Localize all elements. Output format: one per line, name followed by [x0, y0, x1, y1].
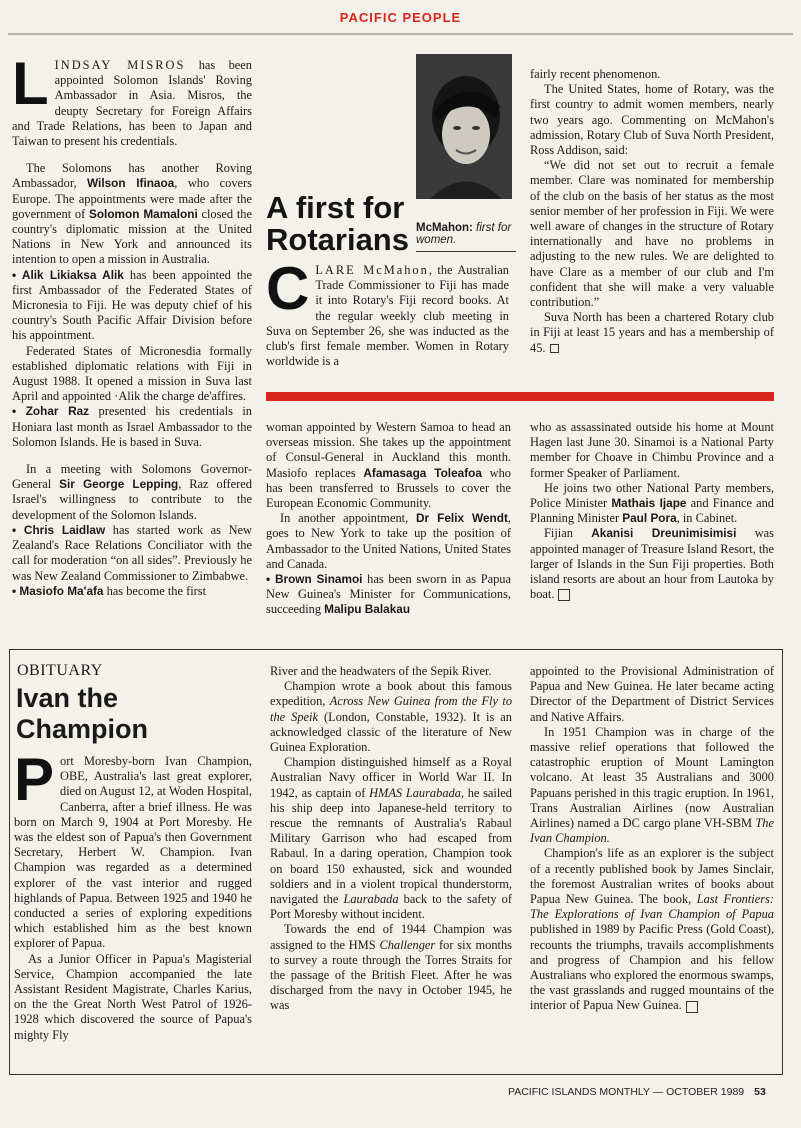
text: has become the first	[103, 583, 207, 598]
header-rule	[8, 33, 793, 35]
people-column-mid	[266, 420, 511, 618]
paragraph: who as assassinated outside his home at Mount Hagen last June 30. Sinamoi is a National Party member for Choave in Chimbu Province and a former Speaker of Parliament.	[530, 420, 774, 480]
obituary-title: Ivan the Champion	[16, 683, 148, 744]
person-name: Akanisi Dreunimisimisi	[591, 526, 737, 541]
lead-in: LARE McMahon	[315, 263, 429, 277]
end-mark	[686, 1001, 698, 1013]
people-column-right	[530, 420, 774, 602]
portrait-image	[416, 54, 512, 199]
paragraph	[12, 161, 252, 267]
person-name: Afamasaga Toleafoa	[363, 465, 482, 480]
book-title: Across New Guinea from the Fly to the Speik	[270, 694, 513, 724]
paragraph	[12, 404, 252, 450]
text: was appointed manager of Treasure Island Resort, the larger of Islands in the Sun Fiji properties. Both island resorts are about an hour from Lautoka by boat.	[530, 526, 774, 602]
caption-text: first for women.	[416, 222, 512, 246]
person-name: Paul Pora	[622, 511, 677, 526]
text: Champion wrote a book about this famous expedition,	[270, 679, 512, 709]
text: In a meeting with Solomons Governor-General	[12, 462, 252, 492]
person-name: Mathais Ijape	[611, 496, 687, 511]
obituary-kicker: OBITUARY	[17, 662, 103, 679]
paragraph-text: , the Australian Trade Commissioner to Fiji has made it into Rotary's Fiji record books. At the regular weekly club meeting in Suva on September 26, she was inducted as the club's first female member. Women in Rotary worldwide is a	[266, 263, 509, 369]
paragraph	[530, 481, 774, 527]
caption-name: McMahon:	[416, 222, 473, 234]
text: In another appointment,	[280, 511, 417, 526]
paragraph	[12, 584, 252, 599]
rotary-column-1	[266, 255, 509, 369]
paragraph: River and the headwaters of the Sepik River.	[270, 664, 492, 678]
publication-line: PACIFIC ISLANDS MONTHLY — OCTOBER 1989	[508, 1086, 745, 1098]
paragraph	[530, 526, 774, 602]
text: back to the safety of Port Moresby without incident.	[270, 892, 512, 922]
text: woman appointed by Western Samoa to head an overseas mission. She takes up the appointment of Consul-General in Auckland this month. Masiofo replaces	[266, 420, 511, 480]
text: who has been transferred to Brussels to cover the European Economic Community.	[266, 465, 511, 511]
text: has been sworn in as Papua New Guinea's Minister for Communications, succeeding	[266, 572, 511, 617]
text: , Raz offered Israel's willingness to contribute to the development of the Solomon Islands.	[12, 477, 252, 522]
rotary-column-2	[530, 67, 774, 356]
red-divider	[266, 392, 774, 401]
text: , goes to New York to take up the position of Ambassador to the United Nations, United States and Canada.	[266, 511, 511, 571]
ship-name: Laurabada	[343, 892, 399, 907]
paragraph	[266, 420, 511, 511]
paragraph	[266, 511, 511, 572]
page-footer	[508, 1086, 766, 1098]
end-mark	[550, 344, 559, 353]
end-mark	[558, 589, 570, 601]
text: has started work as New Zealand's Race Relations Conciliator with the call for moderation “on all sides”. Previously he was New Zealand Commissioner to Zimbabwe.	[12, 522, 252, 583]
paragraph: appointed to the Provisional Administration of Papua and New Guinea. He later became acting Director of the Department of District Services and Native Affairs.	[530, 664, 774, 724]
drop-cap: C	[266, 255, 310, 322]
paragraph: As a Junior Officer in Papua's Magisterial Service, Champion accompanied the late Assistant Resident Magistrate, Charles Karius, on the the Great North West Patrol of 1926-1928 which discovered the source of Papua's mighty Fly	[14, 951, 252, 1042]
paragraph	[530, 725, 774, 847]
paragraph-text: has been appointed Solomon Islands' Roving Ambassador in Asia. Misros, the deupty Secretary for Foreign Affairs and Trade Relations, has been to Japan and Taiwan to present his credentials.	[12, 58, 252, 149]
person-name: • Masiofo Ma'afa	[12, 583, 104, 598]
paragraph	[12, 523, 252, 584]
book-title: Last Frontiers: The Explorations of Ivan Champion of Papua	[530, 892, 774, 922]
caption-rule	[416, 251, 516, 252]
paragraph	[266, 255, 509, 369]
text: , who covers Europe. The appointments were made after the government of	[12, 176, 252, 221]
text: , in Cabinet.	[676, 511, 738, 526]
person-name: Dr Felix Wendt	[416, 511, 508, 526]
text: Champion distinguished himself as a Royal Australian Navy officer in World War II. In 1942, as captain of	[270, 755, 512, 800]
text: (London, Constable, 1932). It is an acknowledged classic of the literature of New Guinea Exploration.	[270, 709, 512, 755]
text: closed the country's diplomatic mission at the United Nations in New York and announced its intention to open a mission in Australia.	[12, 206, 252, 267]
text: for six months to survey a route through the Torres Straits for the passage of the British Fleet. After he was discharged from the navy in October 1945, he was	[270, 937, 512, 1013]
paragraph	[270, 922, 512, 1013]
obituary-column-3	[530, 664, 774, 1014]
paragraph	[530, 846, 774, 1013]
ship-name: Challenger	[379, 937, 436, 952]
text: Champion's life as an explorer is the subject of a recently published book by James Sinclair, the foremost Australian writes of books about Papua New Guinea. The book,	[530, 846, 774, 907]
page-number: 53	[754, 1086, 766, 1098]
paragraph	[266, 572, 511, 618]
lead-in: INDSAY MISROS	[54, 58, 186, 72]
text: The Solomons has another Roving Ambassador,	[12, 161, 252, 191]
obituary-column-2	[270, 664, 512, 1014]
people-column-left	[12, 50, 252, 599]
drop-cap: L	[12, 50, 49, 117]
rotary-headline: A first for Rotarians	[266, 190, 409, 257]
paragraph: Federated States of Micronesdia formally established diplomatic relations with Fiji in August 1988. It opened a mission in Suva last April and appointed ·Alik the charge de'affires.	[12, 343, 252, 404]
drop-cap: P	[14, 746, 55, 813]
text: has been appointed the first Ambassador of the Federated States of Micronesia to Fiji. He was deputy chief of his country's South Pacific Affair Division before his appointment.	[12, 267, 252, 343]
text: and Finance and Planning Minister	[530, 496, 775, 526]
mcmahon-photo	[416, 54, 512, 199]
person-name: Solomon Mamaloni	[88, 206, 198, 221]
text: Towards the end of 1944 Champion was assigned to the HMS	[270, 922, 512, 952]
text: Fijian	[544, 526, 592, 541]
section-header: PACIFIC PEOPLE	[339, 10, 462, 25]
paragraph	[530, 310, 774, 356]
text: presented his credentials in Honiara last month as Israel Ambassador to the Solomon Islands. He is based in Suva.	[12, 404, 252, 449]
photo-caption	[416, 222, 516, 246]
person-name: Wilson Ifinaoa	[87, 176, 175, 191]
text: published in 1989 by Pacific Press (Gold Coast), recounts the triumphs, travails accomplishments and progress of Champion and his fellow Australians who explored the enormous swamps, the vast grasslands and rugged mountains of the interior of Papua New Guinea.	[530, 922, 774, 1013]
person-name: Malipu Balakau	[324, 602, 411, 617]
paragraph	[12, 462, 252, 523]
text: In 1951 Champion was in charge of the massive relief operations that followed the catastrophic eruption of Mount Lamington volcano. At least 35 Australians and 3000 Papuans perished in this tragic eruption. In 1961, Trans Australian Airlines (now Australian Airlines) named a DC cargo plane VH-SBM	[530, 724, 774, 831]
person-name: • Brown Sinamoi	[266, 572, 363, 587]
paragraph	[12, 268, 252, 344]
paragraph-text: ort Moresby-born Ivan Champion, OBE, Australia's last great explorer, died on August 12, at Woden Hospital, Canberra, after a brief illness. He was born on March 9, 1904 at Port Moresby. He was the eldest son of Papua's then Government Secretary, Herbert W. Champion. Ivan Champion was regarded as a determined explorer of the vast interior and rugged highlands of Papua. Between 1925 and 1940 he conducted a series of exploring expeditions which established him as the best known explorer of Papua.	[14, 754, 252, 951]
paragraph: fairly recent phenomenon.	[530, 67, 661, 81]
ship-name: HMAS Laurabada	[369, 785, 461, 800]
text: , he sailed his ship deep into Japanese-held territory to rescue the remnants of Australia's Rabaul Military Garrison who had escaped from Rabaul. In a daring operation, Champion took on board 150 exhausted, sick and wounded soldiers and in a violent tropical thunderstorm, navigated the	[270, 785, 512, 907]
paragraph	[14, 746, 252, 952]
text: He joins two other National Party members, Police Minister	[530, 480, 774, 511]
paragraph: “We did not set out to recruit a female member. Clare was nominated for membership of the club on the basis of her status as the most senior member of her profession in Fiji. We were well aware of changes in the structure of Rotary internationally and have no problems in adjusting to the new rules. We are delighted to have Clare as a member of our club and I'm confident that she will make a very valuable contribution.”	[530, 158, 774, 310]
obituary-column-1	[14, 746, 252, 1043]
person-name: • Zohar Raz	[12, 404, 90, 419]
plane-name: The Ivan Champion.	[530, 816, 774, 846]
person-name: Sir George Lepping	[59, 477, 179, 492]
paragraph: The United States, home of Rotary, was the first country to admit women members, nearly two years ago. Commenting on McMahon's admission, Rotary Club of Suva North President, Ross Addison, said:	[530, 82, 774, 158]
paragraph	[12, 50, 252, 149]
paragraph	[270, 679, 512, 755]
paragraph	[270, 755, 512, 922]
text: Suva North has been a chartered Rotary club in Fiji at least 15 years and has a membership of 45.	[530, 310, 774, 355]
person-name: • Alik Likiaksa Alik	[12, 267, 124, 282]
person-name: • Chris Laidlaw	[12, 522, 106, 537]
